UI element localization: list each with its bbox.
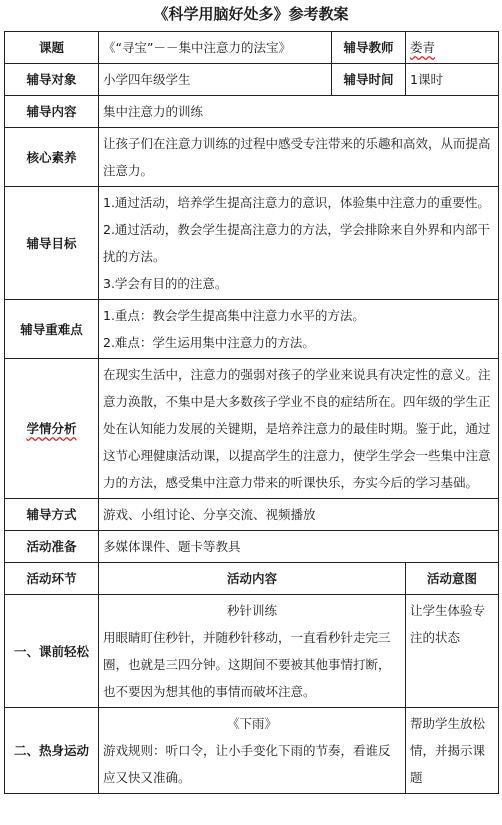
row-topic — [5, 32, 499, 64]
row-content — [5, 96, 499, 128]
lesson-plan-table — [4, 31, 499, 794]
time-value: 1课时 — [406, 64, 499, 96]
activity-intent: 让学生体验专注的状态 — [406, 595, 499, 708]
activity-row — [5, 595, 499, 708]
content-value: 集中注意力的训练 — [99, 96, 499, 128]
teacher-value — [406, 32, 499, 64]
row-analysis — [5, 359, 499, 499]
teacher-name: 娄青 — [410, 40, 436, 55]
activity-title: 秒针训练 — [227, 603, 278, 618]
content-label: 辅导内容 — [5, 96, 99, 128]
activity-intent: 帮助学生放松情，并揭示课题 — [406, 708, 499, 794]
teacher-label: 辅导教师 — [332, 32, 406, 64]
activity-stage-header: 活动环节 — [5, 563, 99, 595]
goal-item: 3.学会有目的的注意。 — [103, 276, 228, 291]
row-prep — [5, 531, 499, 563]
method-value: 游戏、小组讨论、分享交流、视频播放 — [99, 499, 499, 531]
method-label: 辅导方式 — [5, 499, 99, 531]
row-literacy — [5, 128, 499, 187]
literacy-label: 核心素养 — [5, 128, 99, 187]
row-keypoints — [5, 300, 499, 359]
row-target — [5, 64, 499, 96]
topic-label: 课题 — [5, 32, 99, 64]
topic-value: 《“寻宝”－－集中注意力的法宝》 — [99, 32, 332, 64]
activity-text: 游戏规则：听口令，让小手变化下雨的节奏，看谁反应又快又准确。 — [103, 743, 391, 785]
goals-value — [99, 187, 499, 300]
prep-value: 多媒体课件、题卡等教具 — [99, 531, 499, 563]
row-method — [5, 499, 499, 531]
activity-title: 《下雨》 — [227, 716, 278, 731]
goal-item: 2.通过活动，教会学生提高注意力的方法，学会排除来自外界和内部干扰的方法。 — [103, 222, 490, 264]
keypoints-value — [99, 300, 499, 359]
activity-text: 用眼睛盯住秒针，并随秒针移动，一直看秒针走完三圈，也就是三四分钟。这期间不要被其他事情打断，也不要因为想其他的事情而破坏注意。 — [103, 630, 391, 699]
keypoint-item: 2.难点：学生运用集中注意力的方法。 — [103, 335, 315, 350]
activity-stage: 一、课前轻松 — [5, 595, 99, 708]
activity-intent-header: 活动意图 — [406, 563, 499, 595]
activity-content — [99, 708, 406, 794]
activity-content-header: 活动内容 — [99, 563, 406, 595]
keypoint-item: 1.重点：教会学生提高集中注意力水平的方法。 — [103, 308, 365, 323]
document-title: 《科学用脑好处多》参考教案 — [153, 5, 349, 23]
activity-row — [5, 708, 499, 794]
goals-label: 辅导目标 — [5, 187, 99, 300]
keypoints-label: 辅导重难点 — [5, 300, 99, 359]
goal-item: 1.通过活动，培养学生提高注意力的意识，体验集中注意力的重要性。 — [103, 195, 490, 210]
prep-label: 活动准备 — [5, 531, 99, 563]
literacy-value: 让孩子们在注意力训练的过程中感受专注带来的乐趣和高效，从而提高注意力。 — [99, 128, 499, 187]
analysis-value: 在现实生活中，注意力的强弱对孩子的学业来说具有决定性的意义。注意力涣散，不集中是大多数孩子学业不良的症结所在。四年级的学生正处在认知能力发展的关键期，是培养注意力的最佳时期。鉴于此，通过这节心理健康活动课，以提高学生的注意力，使学生学会一些集中注意力的方法，感受集中注意力带来的听课快乐，夯实今后的学习基础。 — [99, 359, 499, 499]
target-label: 辅导对象 — [5, 64, 99, 96]
analysis-label-text: 学情分析 — [26, 421, 77, 436]
time-label: 辅导时间 — [332, 64, 406, 96]
target-value: 小学四年级学生 — [99, 64, 332, 96]
activity-content — [99, 595, 406, 708]
row-goals — [5, 187, 499, 300]
activity-stage: 二、热身运动 — [5, 708, 99, 794]
analysis-label — [5, 359, 99, 499]
activity-header-row — [5, 563, 499, 595]
